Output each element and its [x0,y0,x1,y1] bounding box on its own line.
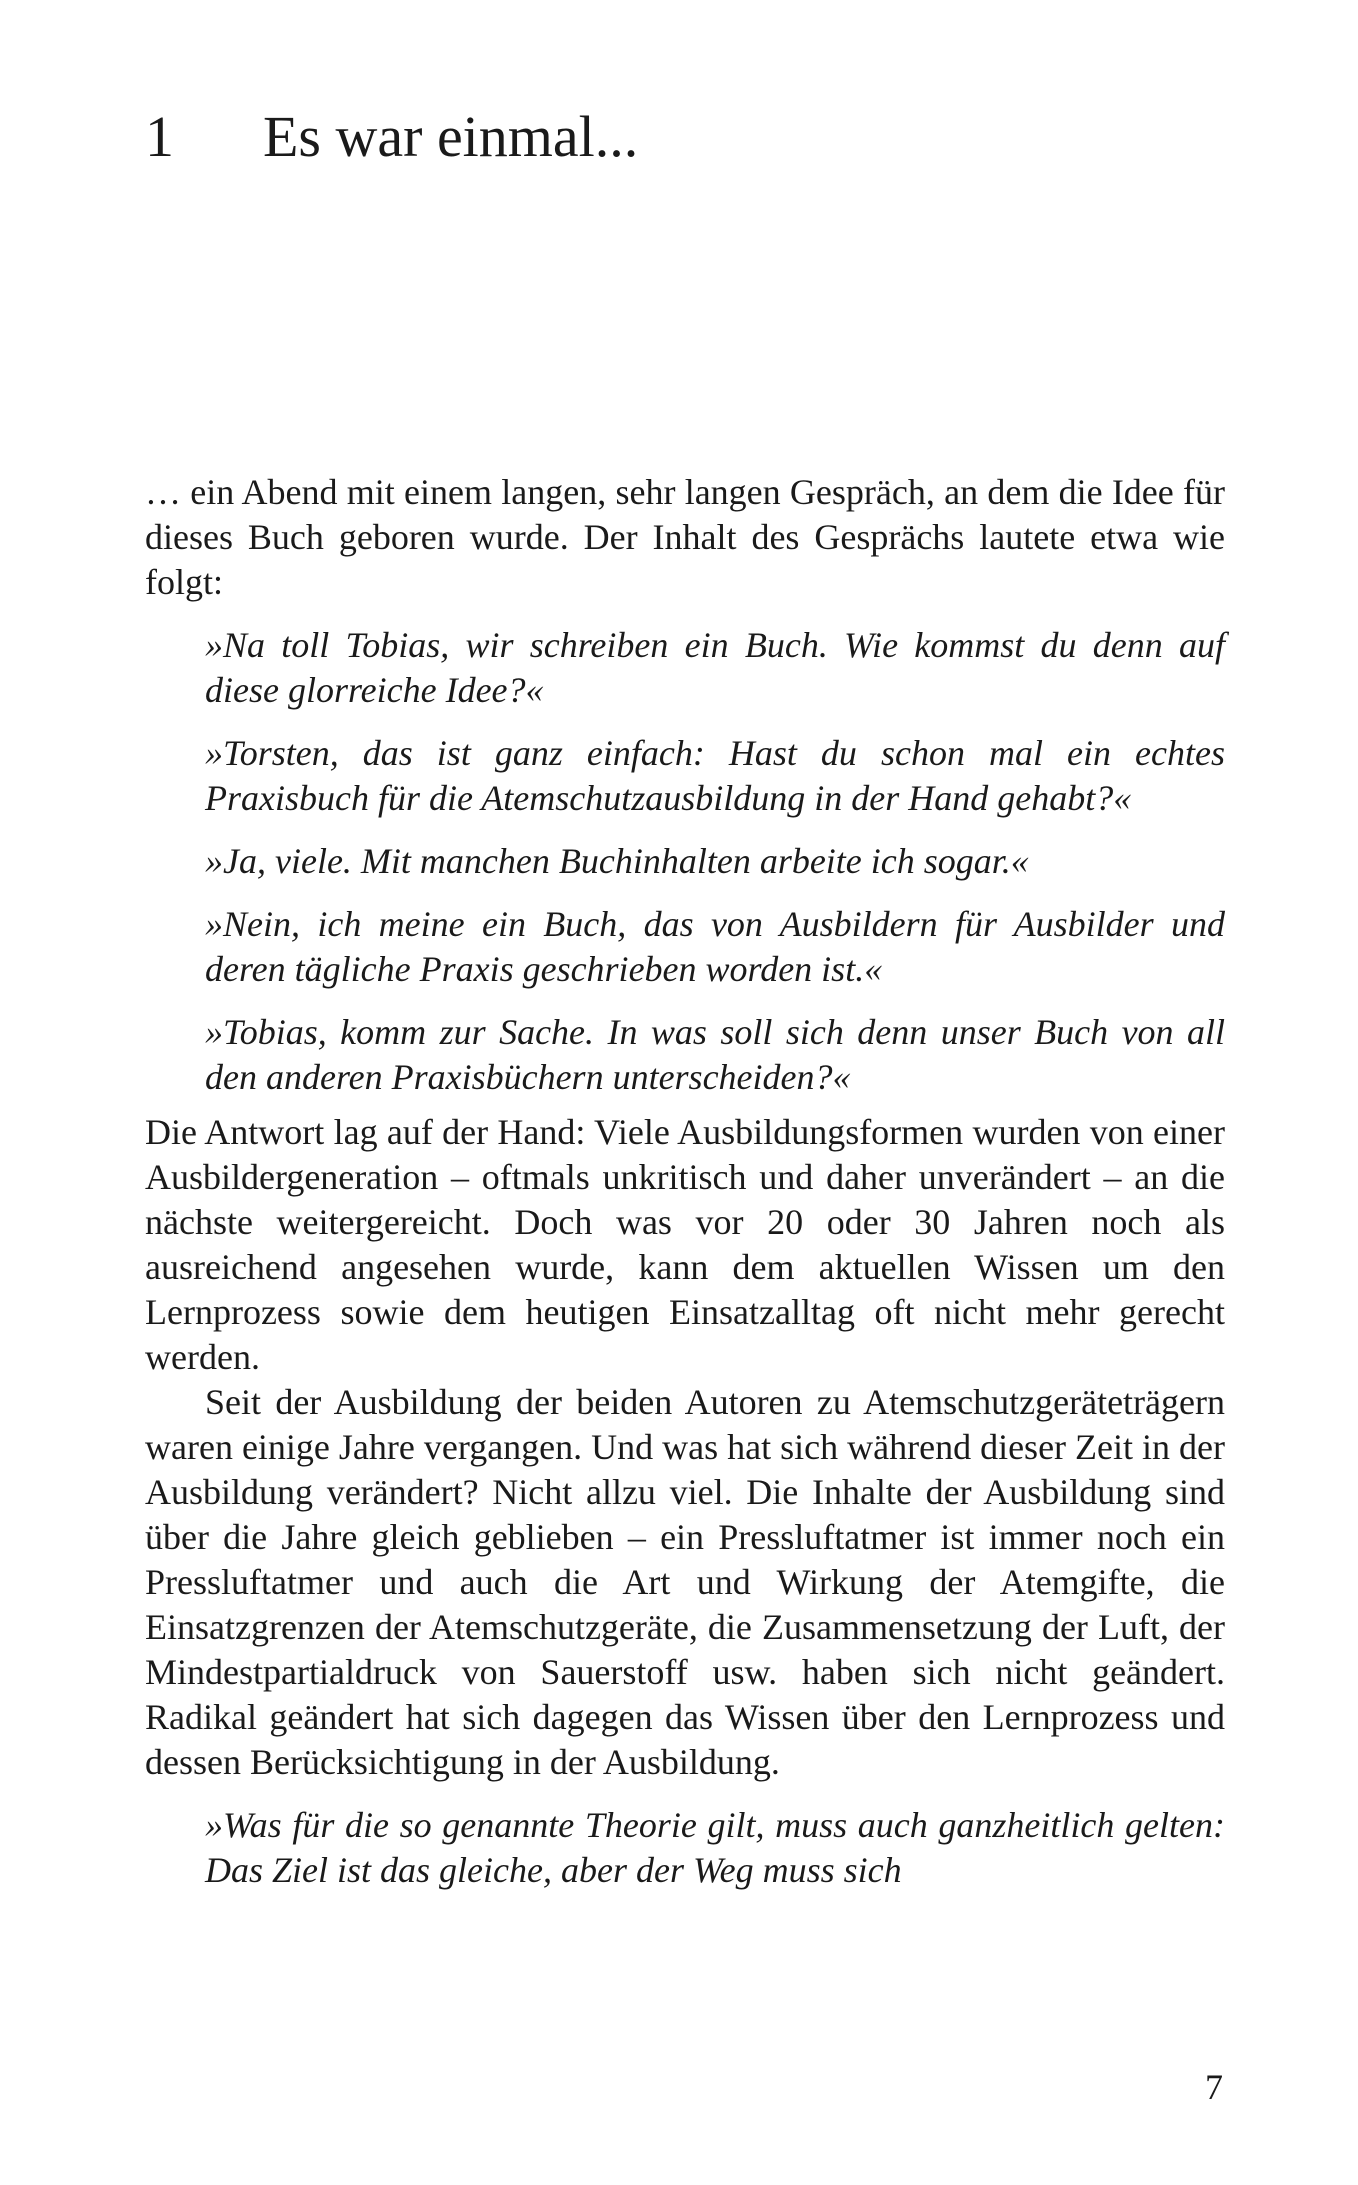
dialogue-line: »Torsten, das ist ganz einfach: Hast du schon mal ein echtes Praxisbuch für die Atemschutzausbildung in der Hand gehabt?« [205,733,1225,818]
dialogue-line: »Na toll Tobias, wir schreiben ein Buch. Wie kommst du denn auf diese glorreiche Idee?« [205,625,1225,710]
answer-paragraph: Die Antwort lag auf der Hand: Viele Ausbildungsformen wurden von einer Ausbildergeneration – oftmals unkritisch und daher unverändert – an die nächste weitergereicht. Doch was vor 20 oder 30 Jahren noch als ausreichend angesehen wurde, kann dem aktuellen Wissen um den Lernprozess sowie dem heutigen Einsatzalltag oft nicht mehr gerecht werden. [145,1112,1225,1377]
chapter-number: 1 [145,104,174,169]
quote-line: »Was für die so genannte Theorie gilt, muss auch ganzheitlich gelten: Das Ziel ist das gleiche, aber der Weg muss sich [205,1805,1225,1890]
quote-block [145,1803,1225,1893]
chapter-title: Es war einmal... [263,104,639,169]
dialogue-line: »Ja, viele. Mit manchen Buchinhalten arbeite ich sogar.« [205,841,1029,881]
intro-paragraph: … ein Abend mit einem langen, sehr langen Gespräch, an dem die Idee für dieses Buch geboren wurde. Der Inhalt des Gesprächs lautete etwa wie folgt: [145,472,1225,602]
context-paragraph: Seit der Ausbildung der beiden Autoren zu Atemschutzgeräteträgern waren einige Jahre vergangen. Und was hat sich während dieser Zeit in der Ausbildung verändert? Nicht allzu viel. Die Inhalte der Ausbildung sind über die Jahre gleich geblieben – ein Pressluftatmer ist immer noch ein Pressluftatmer und auch die Art und Wirkung der Atemgifte, die Einsatzgrenzen der Atemschutzgeräte, die Zusammensetzung der Luft, der Mindestpartialdruck von Sauerstoff usw. haben sich nicht geändert. Radikal geändert hat sich dagegen das Wissen über den Lernprozess und dessen Berücksichtigung in der Ausbildung. [145,1382,1225,1782]
page-number: 7 [1205,2067,1223,2107]
body-text [145,470,1225,1911]
chapter-heading [145,104,639,169]
dialogue-line: »Nein, ich meine ein Buch, das von Ausbildern für Ausbilder und deren tägliche Praxis geschrieben worden ist.« [205,904,1225,989]
dialogue-block [145,623,1225,1100]
dialogue-line: »Tobias, komm zur Sache. In was soll sich denn unser Buch von all den anderen Praxisbüchern unterscheiden?« [205,1012,1225,1097]
